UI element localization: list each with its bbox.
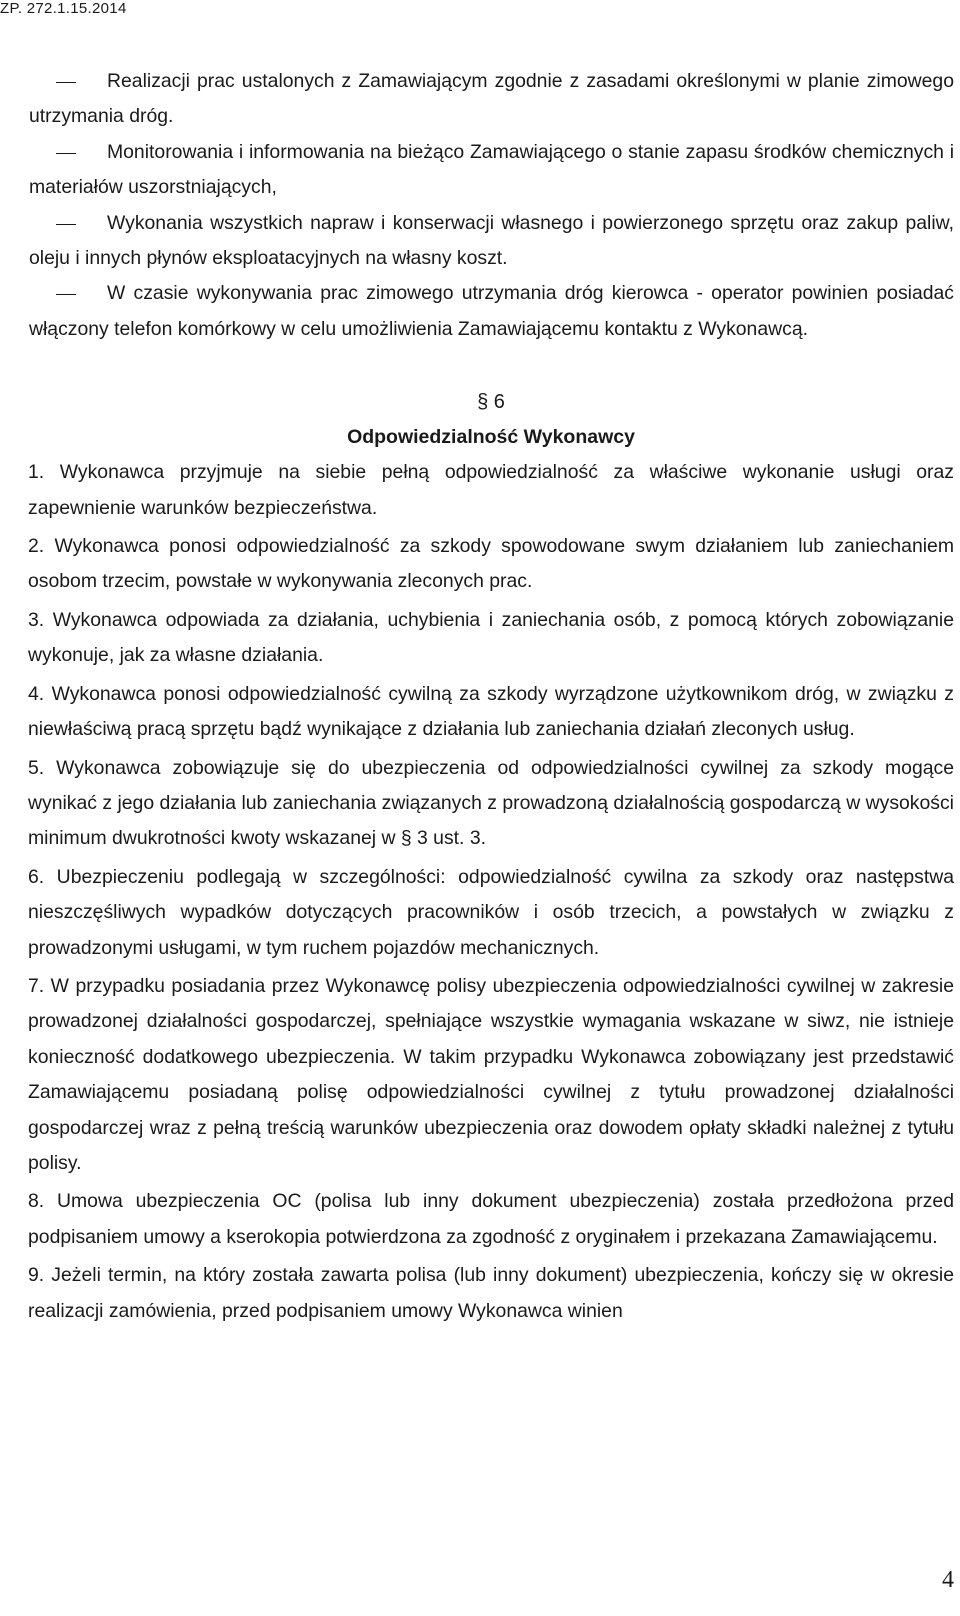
numbered-list-item: 3. Wykonawca odpowiada za działania, uchybienia i zaniechania osób, z pomocą których zobowiązanie wykonuje, jak za własne działania. [28,608,954,667]
numbered-list-item: 9. Jeżeli termin, na który została zawarta polisa (lub inny dokument) ubezpieczenia, kończy się w okresie realizacji zamówienia, przed podpisaniem umowy Wykonawca winien [28,1264,954,1322]
numbered-list-item: 7. W przypadku posiadania przez Wykonawcę polisy ubezpieczenia odpowiedzialności cywilnej w zakresie prowadzonej działalności gospodarczej, spełniające wszystkie wymagania wskazane w siwz, nie istnieje konieczność dodatkowego ubezpieczenia. W takim przypadku Wykonawca zobowiązany jest przedstawić Zamawiającemu posiadaną polisę odpowiedzialności cywilnej z tytułu prowadzonej działalności gospodarczej wraz z pełną treścią warunków ubezpieczenia oraz dowodem opłaty składki należnej z tytułu polisy. [28,974,954,1174]
dash-list-item-text: Wykonania wszystkich napraw i konserwacji własnego i powierzonego sprzętu oraz zakup paliw, oleju i innych płynów eksploatacyjnych na własny koszt. [29,211,954,270]
dash-bullet-icon [56,64,76,99]
dash-bullet-icon [56,276,76,311]
dash-bullet-icon [56,135,76,170]
dash-list-item [28,206,954,277]
document-reference: ZP. 272.1.15.2014 [0,0,127,17]
dash-list-item-text: Realizacji prac ustalonych z Zamawiającym zgodnie z zasadami określonymi w planie zimowego utrzymania dróg. [29,70,954,128]
numbered-list-item: 6. Ubezpieczeniu podlegają w szczególności: odpowiedzialność cywilna za szkody oraz następstwa nieszczęśliwych wypadków dotyczących pracowników i osób trzecich, a powstałych w związku z prowadzonymi usługami, w tym ruchem pojazdów mechanicznych. [28,865,954,959]
section-number: § 6 [477,391,505,414]
document-body [28,64,954,1329]
dash-bullet-icon [56,206,76,241]
numbered-list-item: 2. Wykonawca ponosi odpowiedzialność za szkody spowodowane swym działaniem lub zaniechaniem osobom trzecim, powstałe w wykonywania zleconych prac. [28,535,954,593]
dash-list-item [28,276,954,347]
numbered-list-item: 8. Umowa ubezpieczenia OC (polisa lub inny dokument ubezpieczenia) została przedłożona przed podpisaniem umowy a kserokopia potwierdzona za zgodność z oryginałem i przekazana Zamawiającemu. [28,1190,954,1248]
dash-list-item [28,135,954,206]
numbered-list-item: 1. Wykonawca przyjmuje na siebie pełną odpowiedzialność za właściwe wykonanie usługi oraz zapewnienie warunków bezpieczeństwa. [28,461,954,519]
dash-list-item-text: W czasie wykonywania prac zimowego utrzymania dróg kierowca - operator powinien posiadać włączony telefon komórkowy w celu umożliwienia Zamawiającemu kontaktu z Wykonawcą. [29,282,954,340]
section-heading [28,385,954,455]
dash-list-item-text: Monitorowania i informowania na bieżąco Zamawiającego o stanie zapasu środków chemicznych i materiałów uszorstniających, [29,140,954,199]
page-number: 4 [942,1567,954,1593]
section-title: Odpowiedzialność Wykonawcy [347,426,635,449]
dash-list-item [28,64,954,135]
numbered-list-item: 5. Wykonawca zobowiązuje się do ubezpieczenia od odpowiedzialności cywilnej za szkody mogące wynikać z jego działania lub zaniechania związanych z prowadzoną działalnością gospodarczą w wysokości minimum dwukrotności kwoty wskazanej w § 3 ust. 3. [28,756,954,850]
numbered-list-item: 4. Wykonawca ponosi odpowiedzialność cywilną za szkody wyrządzone użytkownikom dróg, w związku z niewłaściwą pracą sprzętu bądź wynikające z działania lub zaniechania działań zleconych usług. [28,682,954,741]
